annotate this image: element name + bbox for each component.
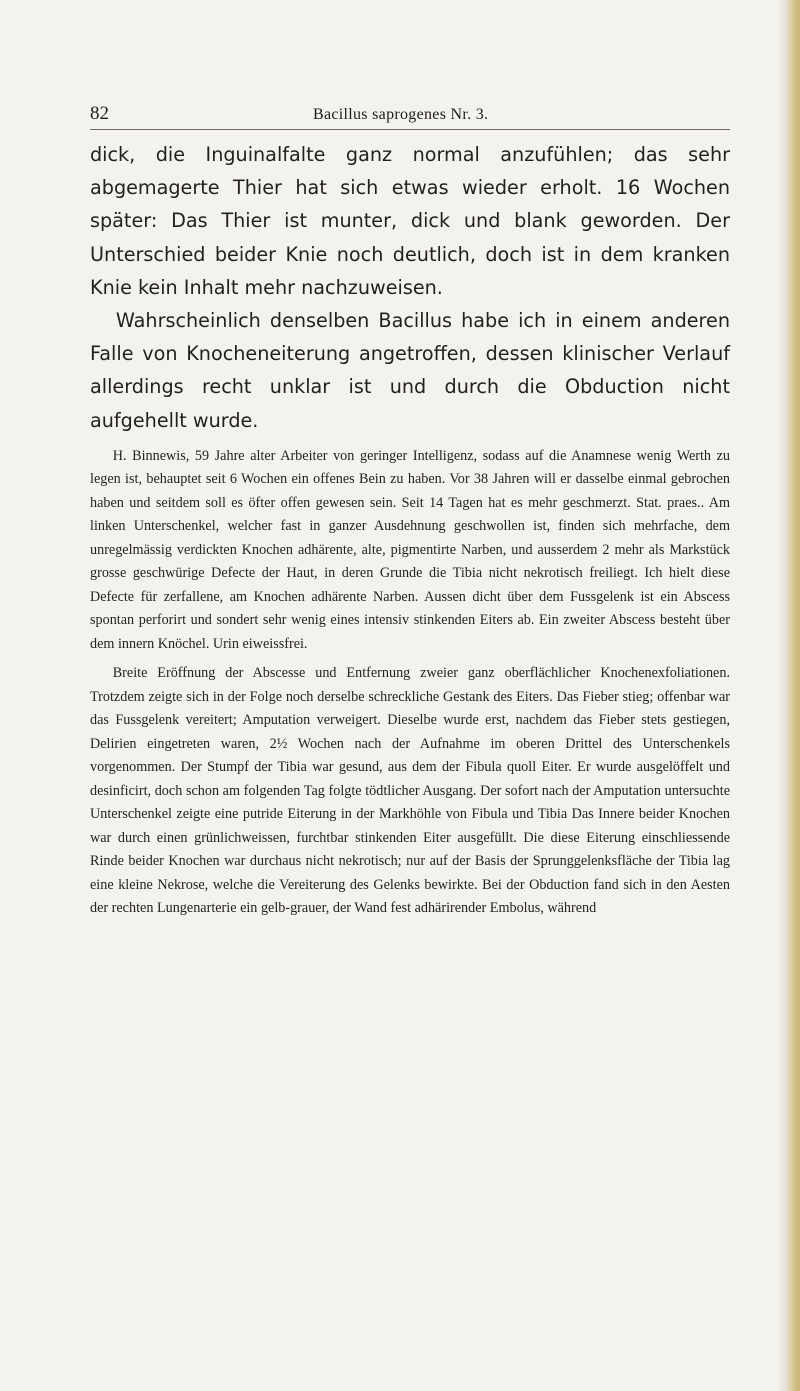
page-edge-shadow [778, 0, 800, 1391]
body-paragraph-2: Wahrscheinlich denselben Bacillus habe ich in einem anderen Falle von Knocheneiterung angetroffen, dessen klinischer Verlauf allerdings recht unklar ist und durch die Obduction nicht aufgehellt wurde. [90, 309, 730, 432]
page-number: 82 [90, 103, 109, 124]
running-title: Bacillus saprogenes Nr. 3. [313, 106, 489, 123]
body-text [90, 138, 730, 921]
case-report-paragraph-2: Breite Eröffnung der Abscesse und Entfernung zweier ganz oberflächlicher Knochenexfoliationen. Trotzdem zeigte sich in der Folge noch derselbe schreckliche Gestank des Eiters. Das Fieber stieg; offenbar war das Fussgelenk vereitert; Amputation verweigert. Dieselbe wurde erst, nachdem das Fieber stets gestiegen, Delirien eingetreten waren, 2½ Wochen nach der Aufnahme im oberen Drittel des Unterschenkels vorgenommen. Der Stumpf der Tibia war gesund, aus dem der Fibula quoll Eiter. Er wurde ausgelöffelt und desinficirt, doch schon am folgenden Tag folgte tödtlicher Ausgang. Der sofort nach der Amputation untersuchte Unterschenkel zeigte eine putride Eiterung in der Markhöhle von Fibula und Tibia Das Innere beider Knochen war durch einen grünlichweissen, furchtbar stinkenden Eiter ausgefüllt. Die diese Eiterung einschliessende Rinde beider Knochen war durchaus nicht nekrotisch; nur auf der Basis der Sprunggelenksfläche der Tibia lag eine kleine Nekrose, welche die Vereiterung des Gelenks bewirkte. Bei der Obduction fand sich in den Aesten der rechten Lungenarterie ein gelb-grauer, der Wand fest adhärirender Embolus, während [90, 665, 730, 917]
body-paragraph-1: dick, die Inguinalfalte ganz normal anzufühlen; das sehr abgemagerte Thier hat sich etwas wieder erholt. 16 Wochen später: Das Thier ist munter, dick und blank geworden. Der Unterschied beider Knie noch deutlich, doch ist in dem kranken Knie kein Inhalt mehr nachzuweisen. [90, 143, 730, 299]
page-header [90, 103, 730, 130]
case-report [90, 445, 730, 921]
case-report-paragraph-1: H. Binnewis, 59 Jahre alter Arbeiter von geringer Intelligenz, sodass auf die Anamnese wenig Werth zu legen ist, behauptet seit 6 Wochen ein offenes Bein zu haben. Vor 38 Jahren will er dasselbe einmal gebrochen haben und seitdem soll es öfter offen gewesen sein. Seit 14 Tagen hat es mehr geschmerzt. Stat. praes.. Am linken Unterschenkel, welcher fast in ganzer Ausdehnung geschwollen ist, finden sich mehrfache, dem unregelmässig verdickten Knochen adhärente, alte, pigmentirte Narben, und ausserdem 2 mehr als Markstück grosse geschwürige Defecte der Haut, in deren Grunde die Tibia nicht nekrotisch freiliegt. Ich hielt diese Defecte für zerfallene, am Knochen adhärente Narben. Aussen dicht über dem Fussgelenk ist ein Abscess spontan perforirt und sondert sehr wenig eines intensiv stinkenden Eiters ab. Ein zweiter Abscess besteht über dem innern Knöchel. Urin eiweissfrei. [90, 447, 730, 652]
